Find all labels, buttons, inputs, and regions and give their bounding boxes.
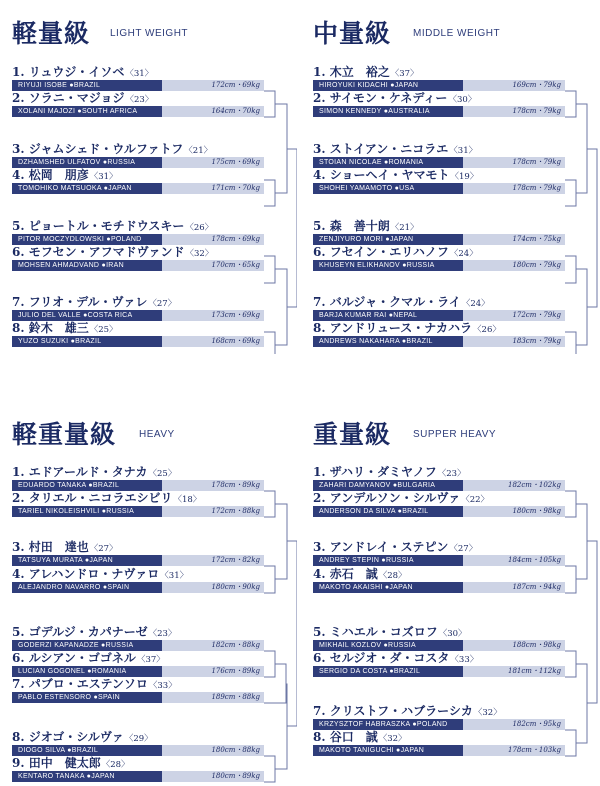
- fighter-name: 7. パブロ・エステンソロ〈33〉: [12, 677, 177, 691]
- fighter-name: 3. アンドレイ・ステピン〈27〉: [313, 540, 478, 554]
- fighter-info-bar: [12, 106, 264, 117]
- fighter-stats: 172cm・88kg: [162, 506, 264, 517]
- fighter-roman-name: RIYUJI ISOBE ●BRAZIL: [12, 80, 162, 91]
- fighter-roman-name: KRZYSZTOF HABRASZKA ●POLAND: [313, 719, 463, 730]
- fighter-age: 〈19〉: [450, 172, 479, 182]
- fighter-age: 〈32〉: [185, 249, 214, 259]
- fighter-entry: [12, 168, 264, 198]
- fighter-name: 2. ソラニ・マジョジ〈23〉: [12, 91, 154, 105]
- fighter-entry: [313, 245, 565, 275]
- fighter-roman-name: JULIO DEL VALLE ●COSTA RICA: [12, 310, 162, 321]
- fighter-age: 〈29〉: [124, 734, 153, 744]
- fighter-roman-name: BARJA KUMAR RAI ●NEPAL: [313, 310, 463, 321]
- fighter-info-bar: [12, 157, 264, 168]
- fighter-entry: [12, 756, 264, 786]
- fighter-stats: 169cm・79kg: [463, 80, 565, 91]
- fighter-name: 3. 村田 達也〈27〉: [12, 540, 118, 554]
- fighter-entry: [12, 491, 264, 521]
- fighter-info-bar: [313, 640, 565, 651]
- fighter-info-bar: [12, 260, 264, 271]
- section-title: 軽重量級: [12, 420, 117, 449]
- fighter-roman-name: MAKOTO AKAISHI ●JAPAN: [313, 582, 463, 593]
- fighter-stats: 173cm・69kg: [162, 310, 264, 321]
- fighter-roman-name: KHUSEYN ELIKHANOV ●RUSSIA: [313, 260, 463, 271]
- fighter-entry: [313, 91, 565, 121]
- fighter-age: 〈21〉: [184, 146, 213, 156]
- section-subtitle: LIGHT WEIGHT: [110, 28, 189, 39]
- fighter-stats: 178cm・79kg: [463, 183, 565, 194]
- fighter-name: 5. 森 善十朗〈21〉: [313, 219, 419, 233]
- fighter-info-bar: [12, 480, 264, 491]
- fighter-roman-name: KENTARO TANAKA ●JAPAN: [12, 771, 162, 782]
- fighter-stats: 174cm・75kg: [463, 234, 565, 245]
- fighter-stats: 182cm・95kg: [463, 719, 565, 730]
- fighter-name: 4. 赤石 誠〈28〉: [313, 567, 407, 581]
- fighter-name: 7. クリストフ・ハブラーシカ〈32〉: [313, 704, 502, 718]
- fighter-roman-name: PITOR MOCZYDLOWSKI ●POLAND: [12, 234, 162, 245]
- fighter-roman-name: EDUARDO TANAKA ●BRAZIL: [12, 480, 162, 491]
- fighter-name: 4. 松岡 朋彦〈31〉: [12, 168, 118, 182]
- section-light-weight: [12, 14, 297, 354]
- fighter-age: 〈23〉: [437, 469, 466, 479]
- fighter-roman-name: HIROYUKI KIDACHI ●JAPAN: [313, 80, 463, 91]
- fighter-name: 5. ゴデルジ・カパナーゼ〈23〉: [12, 625, 177, 639]
- fighter-stats: 180cm・98kg: [463, 506, 565, 517]
- fighter-stats: 168cm・69kg: [162, 336, 264, 347]
- fighter-roman-name: STOIAN NICOLAE ●ROMANIA: [313, 157, 463, 168]
- fighter-roman-name: MAKOTO TANIGUCHI ●JAPAN: [313, 745, 463, 756]
- fighter-stats: 184cm・105kg: [463, 555, 565, 566]
- fighter-name: 4. アレハンドロ・ナヴァロ〈31〉: [12, 567, 189, 581]
- fighter-info-bar: [12, 234, 264, 245]
- fighter-name: 7. バルジャ・クマル・ライ〈24〉: [313, 295, 490, 309]
- fighter-info-bar: [313, 234, 565, 245]
- section-subtitle: HEAVY: [139, 429, 175, 440]
- section-middle-weight: [313, 14, 598, 354]
- fighter-roman-name: ANDREWS NAKAHARA ●BRAZIL: [313, 336, 463, 347]
- fighter-stats: 180cm・89kg: [162, 771, 264, 782]
- fighter-roman-name: MIKHAIL KOZLOV ●RUSSIA: [313, 640, 463, 651]
- fighter-info-bar: [12, 771, 264, 782]
- fighter-entry: [12, 91, 264, 121]
- fighter-stats: 172cm・82kg: [162, 555, 264, 566]
- fighter-name: 2. タリエル・ニコラエシビリ〈18〉: [12, 491, 202, 505]
- fighter-age: 〈37〉: [390, 69, 419, 79]
- fighter-stats: 182cm・88kg: [162, 640, 264, 651]
- fighter-age: 〈23〉: [125, 95, 154, 105]
- fighter-name: 3. ストイアン・ニコラエ〈31〉: [313, 142, 478, 156]
- fighter-info-bar: [313, 183, 565, 194]
- fighter-entry: [313, 730, 565, 760]
- fighter-name: 1. ザハリ・ダミヤノフ〈23〉: [313, 465, 466, 479]
- fighter-name: 1. 木立 裕之〈37〉: [313, 65, 419, 79]
- section-title: 軽量級: [12, 19, 91, 48]
- fighter-entry: [12, 677, 264, 707]
- section-super-heavy: [313, 415, 598, 785]
- fighter-roman-name: YUZO SUZUKI ●BRAZIL: [12, 336, 162, 347]
- fighter-roman-name: SERGIO DA COSTA ●BRAZIL: [313, 666, 463, 677]
- fighter-roman-name: ANDERSON DA SILVA ●BRAZIL: [313, 506, 463, 517]
- fighter-age: 〈28〉: [101, 760, 130, 770]
- fighter-name: 8. 谷口 誠〈32〉: [313, 730, 407, 744]
- fighter-roman-name: LUCIAN GOGONEL ●ROMANIA: [12, 666, 162, 677]
- fighter-name: 9. 田中 健太郎〈28〉: [12, 756, 130, 770]
- fighter-name: 6. フセイン・エリハノフ〈24〉: [313, 245, 478, 259]
- fighter-age: 〈31〉: [89, 172, 118, 182]
- fighter-entry: [313, 321, 565, 351]
- fighter-stats: 172cm・69kg: [162, 80, 264, 91]
- fighter-age: 〈32〉: [378, 734, 407, 744]
- fighter-entry: [12, 540, 264, 570]
- fighter-stats: 175cm・69kg: [162, 157, 264, 168]
- section-title: 重量級: [313, 420, 392, 449]
- fighter-age: 〈26〉: [473, 325, 501, 335]
- fighter-stats: 188cm・98kg: [463, 640, 565, 651]
- fighter-stats: 189cm・88kg: [162, 692, 264, 703]
- fighter-info-bar: [12, 555, 264, 566]
- fighter-roman-name: TATSUYA MURATA ●JAPAN: [12, 555, 162, 566]
- fighter-age: 〈32〉: [473, 708, 502, 718]
- fighter-age: 〈22〉: [461, 495, 490, 505]
- fighter-age: 〈26〉: [185, 223, 214, 233]
- fighter-roman-name: SIMON KENNEDY ●AUSTRALIA: [313, 106, 463, 117]
- fighter-age: 〈31〉: [125, 69, 154, 79]
- fighter-entry: [313, 168, 565, 198]
- fighter-name: 1. エドアールド・タナカ〈25〉: [12, 465, 177, 479]
- fighter-info-bar: [313, 80, 565, 91]
- fighter-info-bar: [313, 480, 565, 491]
- fighter-stats: 164cm・70kg: [162, 106, 264, 117]
- fighter-stats: 180cm・79kg: [463, 260, 565, 271]
- section-subtitle: SUPPER HEAVY: [413, 429, 497, 440]
- fighter-stats: 180cm・88kg: [162, 745, 264, 756]
- fighter-entry: [313, 491, 565, 521]
- fighter-stats: 171cm・70kg: [162, 183, 264, 194]
- fighter-age: 〈27〉: [89, 544, 118, 554]
- fighter-info-bar: [313, 745, 565, 756]
- fighter-stats: 180cm・90kg: [162, 582, 264, 593]
- fighter-stats: 172cm・79kg: [463, 310, 565, 321]
- fighter-roman-name: PABLO ESTENSORO ●SPAIN: [12, 692, 162, 703]
- fighter-roman-name: DZHAMSHED ULFATOV ●RUSSIA: [12, 157, 162, 168]
- fighter-stats: 178cm・103kg: [463, 745, 565, 756]
- fighter-roman-name: TARIEL NIKOLEISHVILI ●RUSSIA: [12, 506, 162, 517]
- fighter-roman-name: GODERZI KAPANADZE ●RUSSIA: [12, 640, 162, 651]
- fighter-info-bar: [12, 506, 264, 517]
- fighter-name: 1. リュウジ・イソベ〈31〉: [12, 65, 154, 79]
- fighter-age: 〈27〉: [449, 544, 478, 554]
- fighter-age: 〈30〉: [438, 629, 467, 639]
- fighter-age: 〈28〉: [378, 571, 407, 581]
- fighter-age: 〈33〉: [450, 655, 479, 665]
- fighter-info-bar: [12, 745, 264, 756]
- fighter-info-bar: [313, 555, 565, 566]
- fighter-age: 〈33〉: [148, 681, 177, 691]
- fighter-age: 〈27〉: [148, 299, 177, 309]
- fighter-info-bar: [313, 336, 565, 347]
- fighter-entry: [313, 567, 565, 597]
- fighter-info-bar: [313, 106, 565, 117]
- fighter-roman-name: XOLANI MAJOZI ●SOUTH AFRICA: [12, 106, 162, 117]
- fighter-info-bar: [313, 157, 565, 168]
- fighter-age: 〈25〉: [148, 469, 177, 479]
- fighter-stats: 182cm・102kg: [463, 480, 565, 491]
- fighter-roman-name: ZAHARI DAMYANOV ●BULGARIA: [313, 480, 463, 491]
- fighter-name: 7. フリオ・デル・ヴァレ〈27〉: [12, 295, 177, 309]
- fighter-stats: 170cm・65kg: [162, 260, 264, 271]
- fighter-stats: 178cm・69kg: [162, 234, 264, 245]
- fighter-entry: [12, 245, 264, 275]
- fighter-stats: 178cm・79kg: [463, 157, 565, 168]
- fighter-roman-name: MOHSEN AHMADVAND ●IRAN: [12, 260, 162, 271]
- fighter-name: 8. アンドリュース・ナカハラ〈26〉: [313, 321, 501, 335]
- fighter-stats: 183cm・79kg: [463, 336, 565, 347]
- fighter-age: 〈23〉: [148, 629, 177, 639]
- fighter-age: 〈24〉: [449, 249, 478, 259]
- fighter-info-bar: [12, 336, 264, 347]
- fighter-info-bar: [12, 692, 264, 703]
- fighter-info-bar: [313, 260, 565, 271]
- fighter-entry: [313, 540, 565, 570]
- fighter-info-bar: [12, 582, 264, 593]
- section-heavy: [12, 415, 297, 785]
- fighter-info-bar: [313, 506, 565, 517]
- fighter-name: 4. ショーヘイ・ヤマモト〈19〉: [313, 168, 479, 182]
- fighter-roman-name: ALEJANDRO NAVARRO ●SPAIN: [12, 582, 162, 593]
- fighter-info-bar: [313, 310, 565, 321]
- section-subtitle: MIDDLE WEIGHT: [413, 28, 501, 39]
- fighter-age: 〈25〉: [89, 325, 118, 335]
- fighter-name: 3. ジャムシェド・ウルファトフ〈21〉: [12, 142, 213, 156]
- fighter-name: 5. ミハエル・コズロフ〈30〉: [313, 625, 467, 639]
- fighter-roman-name: ANDREY STEPIN ●RUSSIA: [313, 555, 463, 566]
- fighter-name: 6. ルシアン・ゴゴネル〈37〉: [12, 651, 165, 665]
- fighter-name: 6. モフセン・アフマドヴァンド〈32〉: [12, 245, 214, 259]
- fighter-age: 〈31〉: [449, 146, 478, 156]
- fighter-stats: 176cm・89kg: [162, 666, 264, 677]
- fighter-info-bar: [12, 640, 264, 651]
- fighter-name: 2. アンデルソン・シルヴァ〈22〉: [313, 491, 490, 505]
- fighter-name: 8. ジオゴ・シルヴァ〈29〉: [12, 730, 153, 744]
- fighter-name: 8. 鈴木 雄三〈25〉: [12, 321, 118, 335]
- fighter-age: 〈18〉: [173, 495, 202, 505]
- fighter-age: 〈30〉: [448, 95, 477, 105]
- fighter-stats: 178cm・89kg: [162, 480, 264, 491]
- fighter-roman-name: SHOHEI YAMAMOTO ●USA: [313, 183, 463, 194]
- fighter-roman-name: DIOGO SILVA ●BRAZIL: [12, 745, 162, 756]
- fighter-info-bar: [12, 80, 264, 91]
- fighter-stats: 181cm・112kg: [463, 666, 565, 677]
- fighter-name: 5. ピョートル・モチドウスキー〈26〉: [12, 219, 214, 233]
- fighter-roman-name: ZENJIYURO MORI ●JAPAN: [313, 234, 463, 245]
- fighter-info-bar: [12, 666, 264, 677]
- fighter-entry: [12, 321, 264, 351]
- fighter-age: 〈24〉: [461, 299, 490, 309]
- fighter-info-bar: [313, 666, 565, 677]
- fighter-stats: 178cm・79kg: [463, 106, 565, 117]
- section-title: 中量級: [313, 19, 392, 48]
- fighter-info-bar: [12, 183, 264, 194]
- fighter-stats: 187cm・94kg: [463, 582, 565, 593]
- fighter-info-bar: [313, 582, 565, 593]
- fighter-info-bar: [313, 719, 565, 730]
- fighter-name: 6. セルジオ・ダ・コスタ〈33〉: [313, 651, 479, 665]
- fighter-entry: [12, 567, 264, 597]
- fighter-age: 〈21〉: [390, 223, 419, 233]
- fighter-age: 〈37〉: [136, 655, 165, 665]
- fighter-age: 〈31〉: [160, 571, 189, 581]
- fighter-entry: [313, 651, 565, 681]
- fighter-roman-name: TOMOHIKO MATSUOKA ●JAPAN: [12, 183, 162, 194]
- fighter-info-bar: [12, 310, 264, 321]
- fighter-name: 2. サイモン・ケネディー〈30〉: [313, 91, 477, 105]
